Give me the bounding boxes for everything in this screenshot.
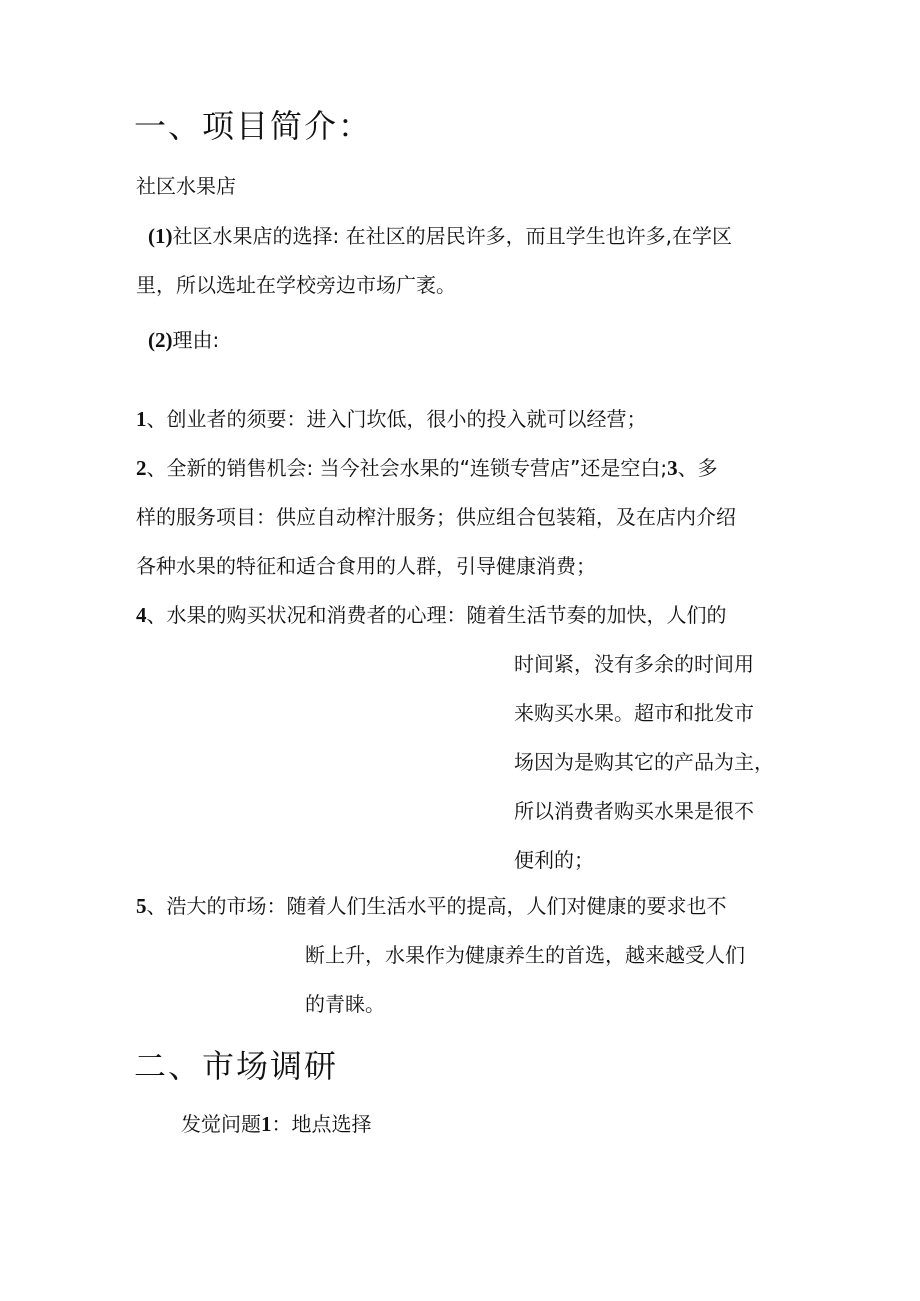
item-text: 所以消费者购买水果是很不 (514, 799, 754, 823)
list-item-4 (136, 601, 727, 629)
item-text: 的青睐。 (305, 992, 385, 1016)
item-text: 来购买水果。超市和批发市 (514, 701, 754, 725)
paragraph-number: (1) (148, 224, 173, 248)
list-item-4-continuation (514, 846, 594, 874)
item-text: 、水果的购买状况和消费者的心理：随着生活节奏的加快，人们的 (146, 603, 727, 627)
item-text: 各种水果的特征和适合食用的人群，引导健康消费； (136, 554, 596, 578)
paragraph-number: (2) (148, 328, 173, 352)
list-item-5-continuation (305, 941, 745, 969)
item-number: 2 (136, 456, 147, 480)
item-text: 场因为是购其它的产品为主， (514, 750, 774, 774)
section-heading-text: 二、市场调研 (134, 1047, 339, 1085)
list-item-4-continuation (514, 699, 754, 727)
section-heading-text: 一、项目简介： (134, 107, 373, 145)
list-item-3-line-2 (136, 503, 736, 531)
item-text: 样的服务项目：供应自动榨汁服务；供应组合包装箱，及在店内介绍 (136, 505, 736, 529)
list-item-5 (136, 892, 727, 920)
market-research-subheading (181, 1110, 372, 1138)
paragraph-2 (148, 326, 219, 354)
item-text: 、浩大的市场：随着人们生活水平的提高，人们对健康的要求也不 (146, 894, 727, 918)
item-text: 时间紧，没有多余的时间用 (514, 652, 754, 676)
section-heading-project-intro (134, 104, 372, 148)
item-text: 、创业者的须要：进入门坎低，很小的投入就可以经营； (146, 407, 647, 431)
list-item-5-continuation (305, 990, 385, 1018)
item-text: 便利的； (514, 848, 594, 872)
paragraph-text: 里，所以选址在学校旁边市场广袤。 (136, 273, 456, 297)
list-item-1 (136, 405, 647, 433)
item-text: 、多 (677, 456, 718, 480)
item-number: 5 (136, 894, 147, 918)
list-item-4-continuation (514, 748, 774, 776)
subheading-text: 发觉问题 (181, 1112, 261, 1136)
list-item-3-line-3 (136, 552, 596, 580)
list-item-4-continuation (514, 650, 754, 678)
subheading-text: ：地点选择 (271, 1112, 372, 1136)
paragraph-text: 社区水果店的选择: 在社区的居民许多，而且学生也许多,在学区 (172, 224, 732, 248)
list-item-2 (136, 454, 718, 482)
section-heading-market-research (134, 1044, 338, 1088)
item-text: 、全新的销售机会: 当今社会水果的“连锁专营店”还是空白; (146, 456, 668, 480)
project-subtitle-text: 社区水果店 (136, 174, 236, 198)
item-text: 断上升，水果作为健康养生的首选，越来越受人们 (305, 943, 745, 967)
item-number: 1 (136, 407, 147, 431)
item-number: 3 (667, 456, 678, 480)
list-item-4-continuation (514, 797, 754, 825)
subheading-number: 1 (261, 1112, 272, 1136)
project-subtitle (136, 172, 236, 200)
paragraph-text: 理由: (172, 328, 220, 352)
item-number: 4 (136, 603, 147, 627)
paragraph-1-line-1 (148, 222, 732, 250)
paragraph-1-line-2 (136, 271, 456, 299)
